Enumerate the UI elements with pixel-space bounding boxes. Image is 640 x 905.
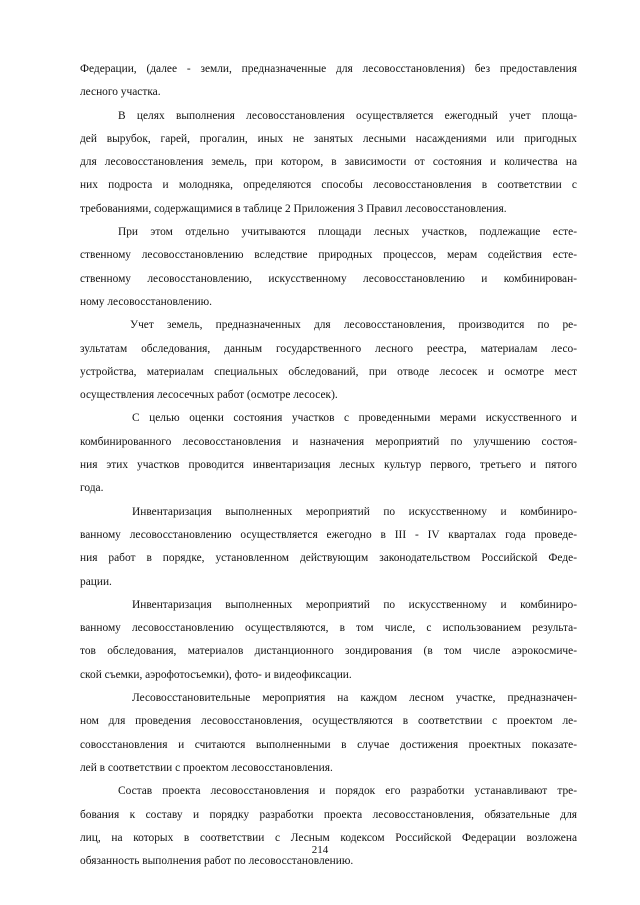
text-line: ному лесовосстановлению. [80, 295, 212, 308]
text-line: осуществления лесосечных работ (осмотре лесосек). [80, 389, 338, 402]
page-number: 214 [311, 844, 329, 856]
text-line: обязанность выполнения работ по лесовосстановлению. [80, 855, 354, 868]
text-line: ственному лесовосстановлению вследствие природных процессов, мерам содействия есте- [80, 249, 577, 262]
text-line: лиц, на которых в соответствии с Лесным кодексом Российской Федерации возложена [80, 831, 577, 844]
text-line: устройства, материалам специальных обследований, при отводе лесосек и осмотре мест [80, 365, 577, 378]
text-line: совосстановления и считаются выполненными в случае достижения проектных показате- [80, 738, 577, 751]
paragraph [80, 58, 577, 105]
paragraph [80, 221, 577, 314]
text-line: В целях выполнения лесовосстановления осуществляется ежегодный учет площа- [118, 109, 577, 122]
text-line: Инвентаризация выполненных мероприятий по искусственному и комбиниро- [132, 505, 577, 518]
text-line: ном для проведения лесовосстановления, осуществляются в соответствии с проектом ле- [80, 715, 577, 728]
text-line: С целью оценки состояния участков с проведенными мерами искусственного и [132, 412, 577, 425]
paragraph [80, 594, 577, 687]
paragraph [80, 105, 577, 221]
text-line: ния работ в порядке, установленном действующим законодательством Российской Феде- [80, 552, 577, 565]
text-line: них подроста и молодняка, определяются способы лесовосстановления в соответствии с [80, 179, 577, 192]
text-line: лесного участка. [80, 86, 161, 99]
text-line: лей в соответствии с проектом лесовосстановления. [80, 761, 333, 774]
text-line: зультатам обследования, данным государственного лесного реестра, материалам лесо- [80, 342, 577, 355]
text-line: При этом отдельно учитываются площади лесных участков, подлежащие есте- [118, 226, 577, 239]
text-line: дей вырубок, гарей, прогалин, иных не занятых лесными насаждениями или пригодных [80, 132, 577, 145]
text-line: рации. [80, 575, 112, 588]
text-line: требованиями, содержащимися в таблице 2 Приложения 3 Правил лесовосстановления. [80, 202, 507, 215]
text-line: тов обследования, материалов дистанционного зондирования (в том числе аэрокосмиче- [80, 645, 577, 658]
text-line: ственному лесовосстановлению, искусственному лесовосстановлению и комбинирован- [80, 272, 577, 285]
text-line: Инвентаризация выполненных мероприятий по искусственному и комбиниро- [132, 598, 577, 611]
text-line: ния этих участков проводится инвентаризация лесных культур первого, третьего и пятого [80, 459, 577, 472]
text-line: ской съемки, аэрофотосъемки), фото- и видеофиксации. [80, 668, 352, 681]
text-line: Состав проекта лесовосстановления и порядок его разработки устанавливают тре- [118, 785, 577, 798]
text-line: ванному лесовосстановлению осуществляется ежегодно в III - IV кварталах года проведе- [80, 528, 577, 541]
text-line: для лесовосстановления земель, при котором, в зависимости от состояния и количества на [80, 156, 577, 169]
paragraph [80, 407, 577, 500]
text-line: года. [80, 482, 104, 495]
text-line: комбинированного лесовосстановления и назначения мероприятий по улучшению состоя- [80, 435, 577, 448]
text-line: Учет земель, предназначенных для лесовосстановления, производится по ре- [130, 319, 577, 332]
text-line: бования к составу и порядку разработки проекта лесовосстановления, обязательные для [80, 808, 577, 821]
paragraph [80, 687, 577, 780]
text-line: ванному лесовосстановлению осуществляются, в том числе, с использованием результа- [80, 622, 577, 635]
paragraph [80, 314, 577, 407]
paragraph [80, 501, 577, 594]
text-line: Лесовосстановительные мероприятия на каждом лесном участке, предназначен- [132, 692, 577, 705]
paragraph [80, 780, 577, 873]
text-line: Федерации, (далее - земли, предназначенные для лесовосстановления) без предоставления [80, 63, 577, 75]
document-body [80, 58, 577, 873]
